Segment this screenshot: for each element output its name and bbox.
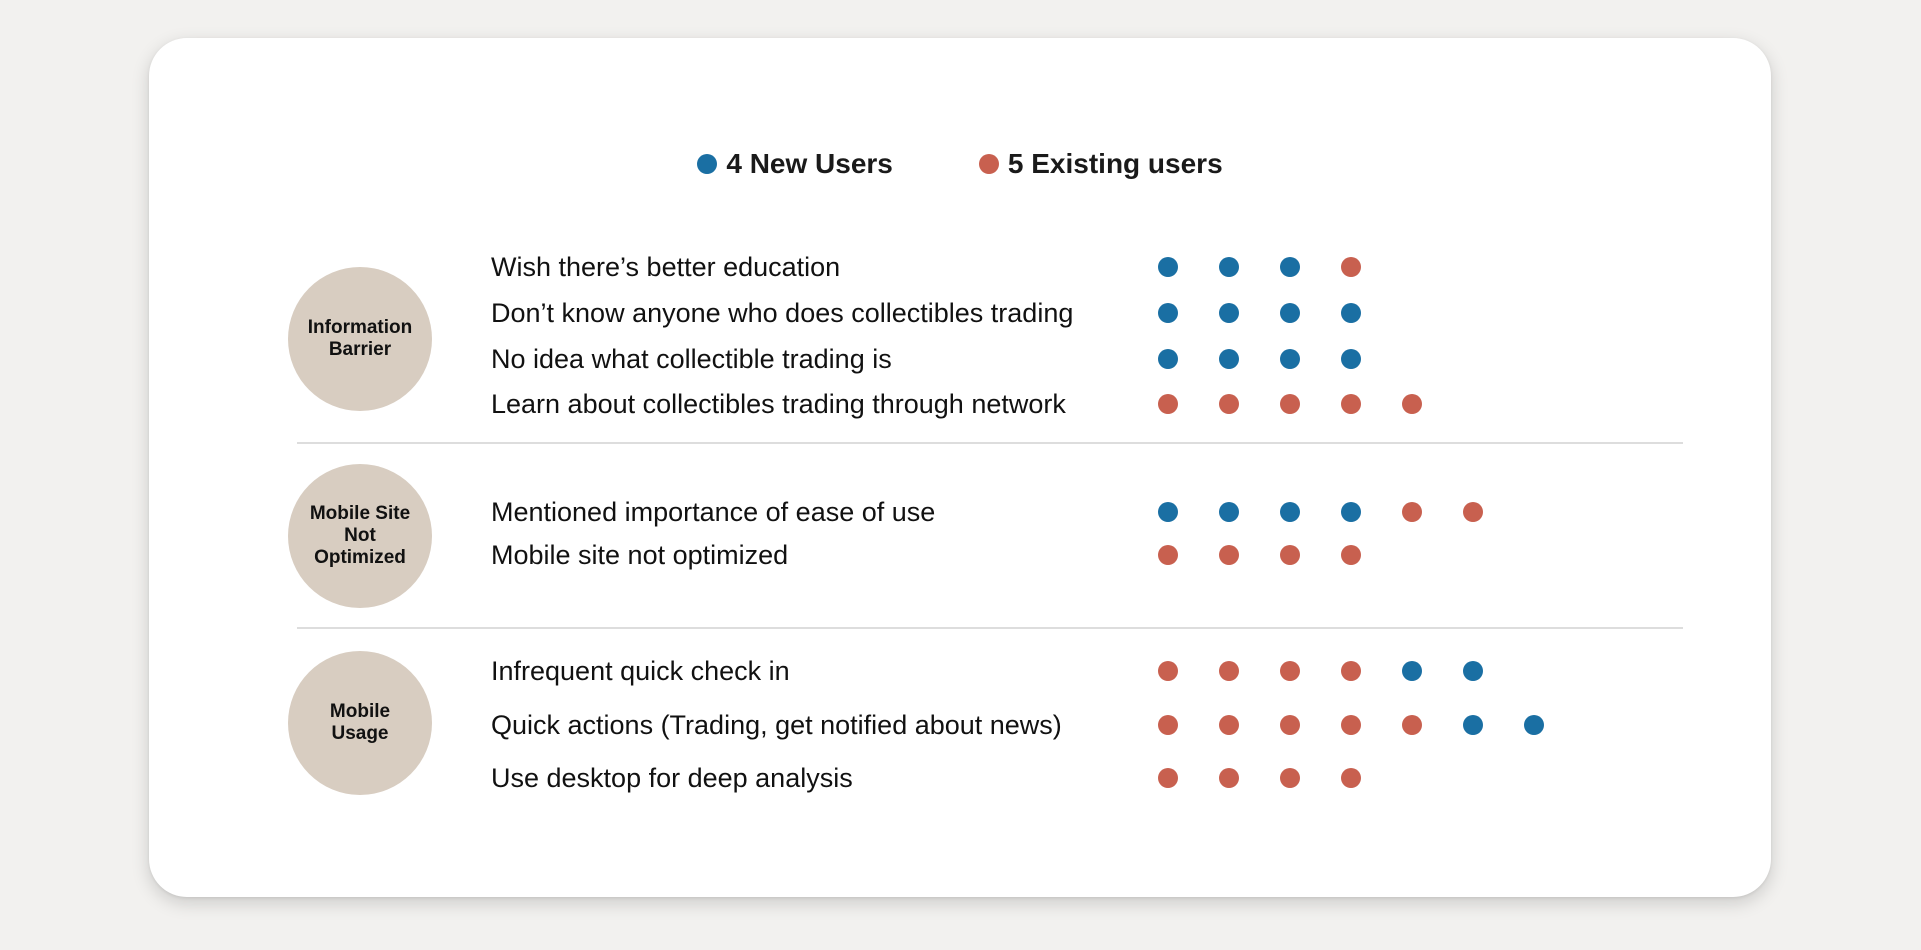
new-user-dot-icon bbox=[1524, 715, 1544, 735]
new-user-dot-icon bbox=[1219, 349, 1239, 369]
finding-row bbox=[491, 296, 1402, 330]
finding-label: Learn about collectibles trading through network bbox=[491, 388, 1066, 419]
finding-row bbox=[491, 654, 1524, 688]
finding-row bbox=[491, 708, 1585, 742]
existing-user-dot-icon bbox=[1341, 545, 1361, 565]
existing-user-dot-icon bbox=[1158, 661, 1178, 681]
finding-row bbox=[491, 761, 1402, 795]
section-divider bbox=[297, 442, 1683, 444]
finding-row bbox=[491, 387, 1463, 421]
legend-item-new-users bbox=[697, 148, 893, 180]
new-user-dot-icon bbox=[1341, 303, 1361, 323]
finding-label: Quick actions (Trading, get notified about news) bbox=[491, 709, 1062, 740]
legend-item-existing-users bbox=[979, 148, 1223, 180]
new-user-dot-icon bbox=[1280, 257, 1300, 277]
findings-card bbox=[149, 38, 1771, 897]
category-bubble: Mobile Usage bbox=[288, 651, 432, 795]
existing-user-dot-icon bbox=[1219, 545, 1239, 565]
existing-user-dot-icon bbox=[1280, 394, 1300, 414]
existing-user-dot-icon bbox=[1341, 661, 1361, 681]
new-user-dot-icon bbox=[1463, 661, 1483, 681]
legend-new-users-label: 4 New Users bbox=[726, 148, 893, 179]
new-user-dot-icon bbox=[1280, 303, 1300, 323]
finding-row bbox=[491, 342, 1402, 376]
new-user-dot-icon bbox=[1219, 303, 1239, 323]
existing-user-dot-icon bbox=[1341, 257, 1361, 277]
new-user-dot-icon bbox=[1280, 502, 1300, 522]
existing-user-dot-icon bbox=[1280, 545, 1300, 565]
new-user-dot-icon bbox=[1341, 502, 1361, 522]
legend bbox=[149, 148, 1771, 180]
existing-user-dot-icon bbox=[1341, 768, 1361, 788]
existing-users-dot-icon bbox=[979, 154, 999, 174]
user-dots bbox=[1158, 502, 1524, 522]
new-user-dot-icon bbox=[1463, 715, 1483, 735]
finding-label: Wish there’s better education bbox=[491, 251, 841, 282]
new-user-dot-icon bbox=[1341, 349, 1361, 369]
user-dots bbox=[1158, 257, 1402, 277]
existing-user-dot-icon bbox=[1280, 715, 1300, 735]
existing-user-dot-icon bbox=[1463, 502, 1483, 522]
finding-label: Mentioned importance of ease of use bbox=[491, 496, 936, 527]
existing-user-dot-icon bbox=[1341, 394, 1361, 414]
existing-user-dot-icon bbox=[1219, 394, 1239, 414]
existing-user-dot-icon bbox=[1280, 661, 1300, 681]
user-dots bbox=[1158, 303, 1402, 323]
existing-user-dot-icon bbox=[1219, 715, 1239, 735]
existing-user-dot-icon bbox=[1219, 768, 1239, 788]
new-users-dot-icon bbox=[697, 154, 717, 174]
finding-row bbox=[491, 538, 1402, 572]
existing-user-dot-icon bbox=[1219, 661, 1239, 681]
existing-user-dot-icon bbox=[1341, 715, 1361, 735]
category-bubble: Mobile Site Not Optimized bbox=[288, 464, 432, 608]
finding-row bbox=[491, 495, 1524, 529]
finding-label: No idea what collectible trading is bbox=[491, 343, 892, 374]
user-dots bbox=[1158, 545, 1402, 565]
section-divider bbox=[297, 627, 1683, 629]
existing-user-dot-icon bbox=[1280, 768, 1300, 788]
new-user-dot-icon bbox=[1280, 349, 1300, 369]
user-dots bbox=[1158, 768, 1402, 788]
existing-user-dot-icon bbox=[1158, 768, 1178, 788]
existing-user-dot-icon bbox=[1402, 502, 1422, 522]
user-dots bbox=[1158, 661, 1524, 681]
user-dots bbox=[1158, 715, 1585, 735]
new-user-dot-icon bbox=[1219, 502, 1239, 522]
new-user-dot-icon bbox=[1158, 303, 1178, 323]
new-user-dot-icon bbox=[1402, 661, 1422, 681]
finding-label: Mobile site not optimized bbox=[491, 539, 789, 570]
legend-existing-users-label: 5 Existing users bbox=[1007, 148, 1223, 179]
finding-label: Don’t know anyone who does collectibles trading bbox=[491, 297, 1074, 328]
finding-label: Use desktop for deep analysis bbox=[491, 762, 853, 793]
finding-label: Infrequent quick check in bbox=[491, 655, 790, 686]
existing-user-dot-icon bbox=[1158, 394, 1178, 414]
user-dots bbox=[1158, 349, 1402, 369]
existing-user-dot-icon bbox=[1402, 715, 1422, 735]
existing-user-dot-icon bbox=[1158, 545, 1178, 565]
new-user-dot-icon bbox=[1158, 502, 1178, 522]
finding-row bbox=[491, 250, 1402, 284]
new-user-dot-icon bbox=[1158, 257, 1178, 277]
existing-user-dot-icon bbox=[1402, 394, 1422, 414]
user-dots bbox=[1158, 394, 1463, 414]
new-user-dot-icon bbox=[1219, 257, 1239, 277]
existing-user-dot-icon bbox=[1158, 715, 1178, 735]
category-bubble: Information Barrier bbox=[288, 267, 432, 411]
new-user-dot-icon bbox=[1158, 349, 1178, 369]
